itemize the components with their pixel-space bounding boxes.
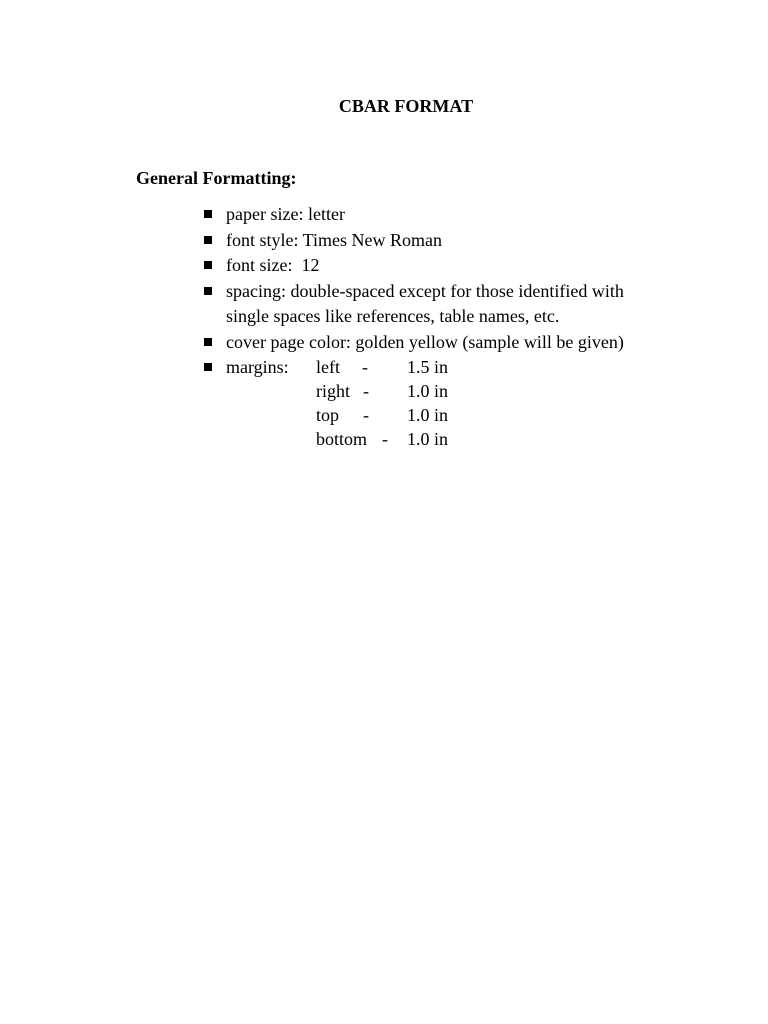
font-size-text: font size: 12 [226, 255, 320, 275]
margin-dash: - [362, 357, 368, 377]
paper-size-text: paper size: letter [226, 204, 345, 224]
square-bullet-icon [204, 261, 212, 269]
margin-value-top: 1.0 in [407, 405, 449, 425]
square-bullet-icon [204, 287, 212, 295]
margin-value-bottom: 1.0 in [407, 429, 449, 449]
margin-side-bottom: bottom [316, 429, 368, 449]
margin-side-left: left [316, 357, 340, 377]
square-bullet-icon [204, 363, 212, 371]
margin-side-right: right [316, 381, 350, 401]
margins-label: margins: [226, 357, 289, 377]
spacing-continuation-text: single spaces like references, table names, etc. [226, 306, 560, 326]
spacing-text: spacing: double-spaced except for those identified with [226, 281, 624, 301]
square-bullet-icon [204, 210, 212, 218]
section-heading: General Formatting: [136, 168, 297, 188]
margin-value-left: 1.5 in [407, 357, 449, 377]
square-bullet-icon [204, 236, 212, 244]
margin-value-right: 1.0 in [407, 381, 449, 401]
font-style-text: font style: Times New Roman [226, 230, 443, 250]
margin-dash: - [363, 381, 369, 401]
margin-dash: - [363, 405, 369, 425]
document-title: CBAR FORMAT [338, 96, 474, 116]
square-bullet-icon [204, 338, 212, 346]
margin-dash: - [382, 429, 388, 449]
margin-side-top: top [316, 405, 340, 425]
cover-color-text: cover page color: golden yellow (sample will be given) [226, 332, 624, 352]
